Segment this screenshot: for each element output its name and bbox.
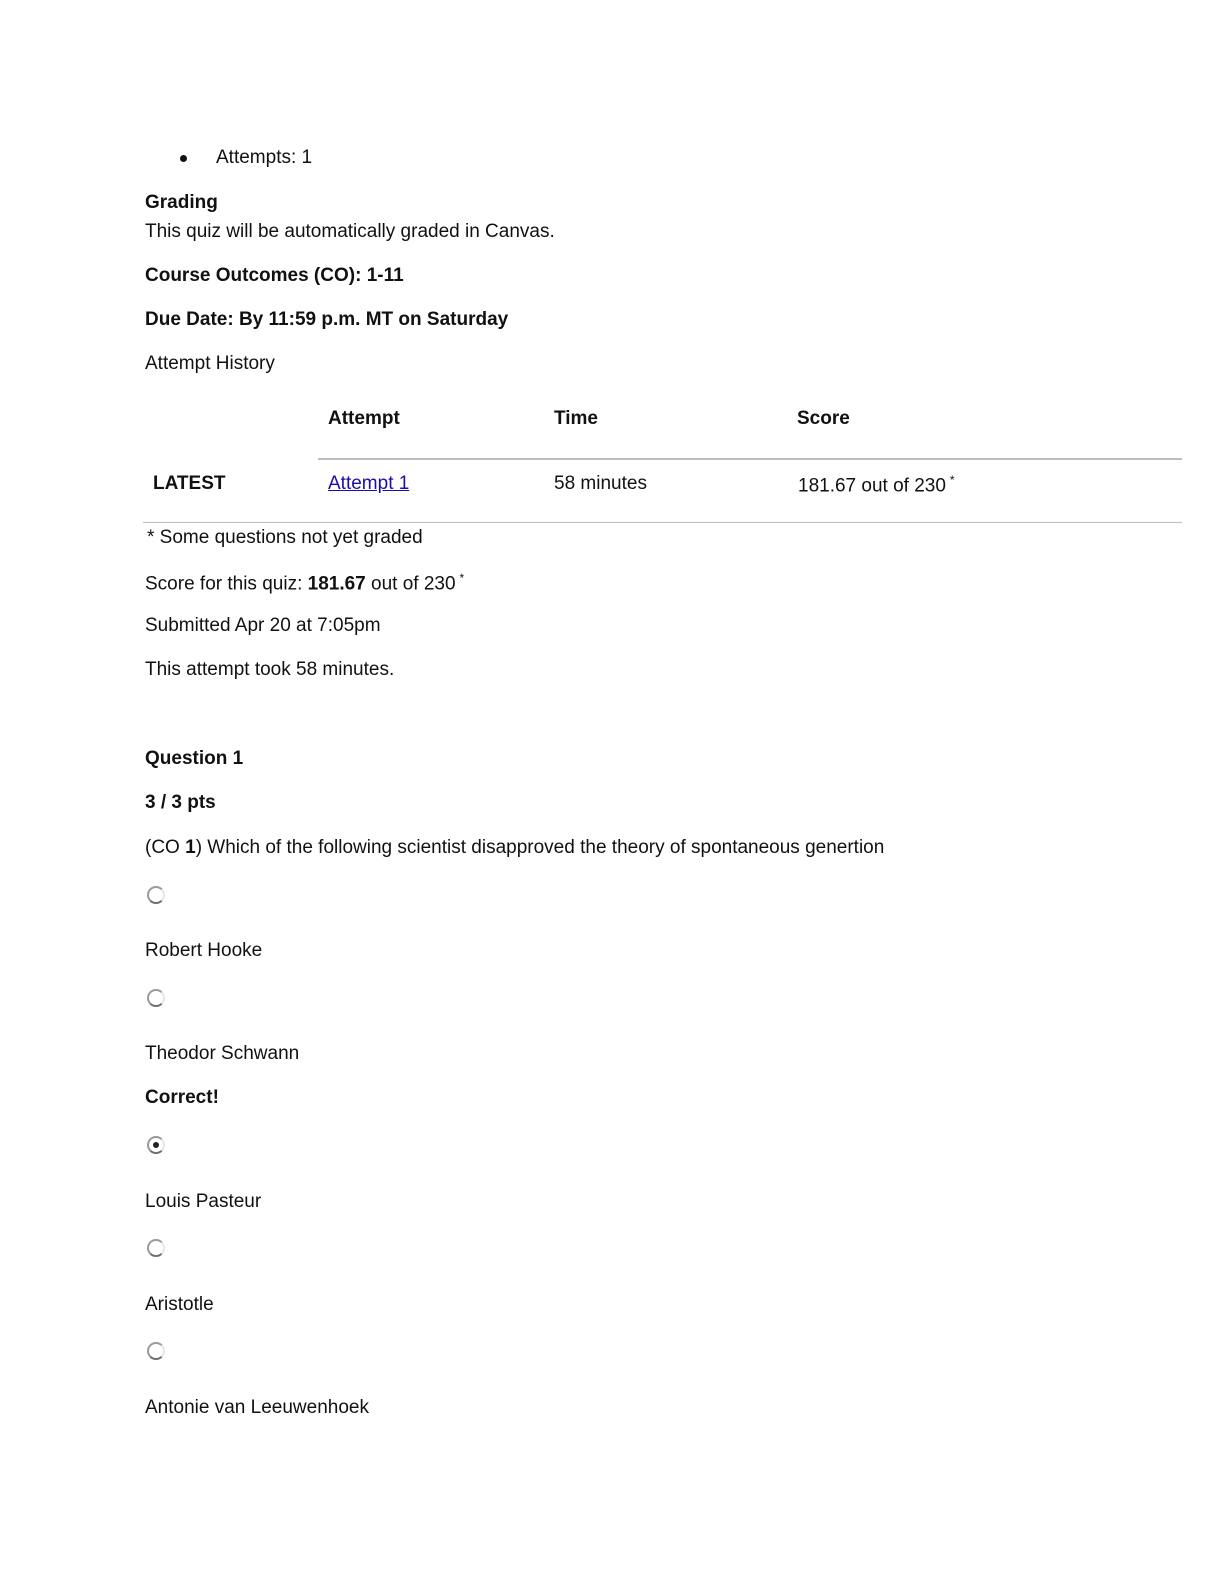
latest-label: LATEST [153,473,226,494]
question-text [145,837,884,859]
option-radio-aristotle[interactable] [147,1239,165,1257]
attempt-1-link[interactable]: Attempt 1 [328,473,410,494]
attempt-score-asterisk: * [949,473,955,487]
quiz-score-asterisk: * [459,571,465,585]
correct-label: Correct! [145,1087,219,1108]
option-radio-theodor-schwann[interactable] [147,989,165,1007]
option-radio-antonie-van-leeuwenhoek[interactable] [147,1342,165,1360]
column-header-score: Score [797,408,850,429]
option-radio-robert-hooke[interactable] [147,886,165,904]
submitted-time: Submitted Apr 20 at 7:05pm [145,615,381,636]
option-label-robert-hooke: Robert Hooke [145,940,263,961]
attempt-history-title: Attempt History [145,353,275,374]
grading-text: This quiz will be automatically graded in Canvas. [145,221,555,242]
quiz-score [145,571,464,595]
quiz-score-suffix: out of 230 [365,573,456,595]
question-text-number: 1 [185,837,196,858]
table-bottom-divider [143,522,1182,523]
attempt-duration: This attempt took 58 minutes. [145,659,395,680]
table-header-divider [318,458,1182,460]
option-label-aristotle: Aristotle [145,1294,214,1315]
question-title: Question 1 [145,748,244,769]
option-radio-louis-pasteur[interactable] [147,1136,165,1154]
attempt-score [798,473,955,497]
due-date: Due Date: By 11:59 p.m. MT on Saturday [145,309,509,330]
option-label-theodor-schwann: Theodor Schwann [145,1043,300,1064]
quiz-score-value: 181.67 [307,573,366,595]
question-text-prefix: (CO [145,837,186,858]
course-outcomes: Course Outcomes (CO): 1-11 [145,265,404,286]
question-text-body: ) Which of the following scientist disapproved the theory of spontaneous genertion [195,837,885,858]
attempt-score-value: 181.67 out of 230 [798,475,946,497]
bullet-icon [180,155,187,162]
attempt-time: 58 minutes [554,473,647,494]
question-points: 3 / 3 pts [145,792,216,813]
attempts-count: Attempts: 1 [216,147,313,168]
grading-title: Grading [145,192,218,213]
quiz-score-prefix: Score for this quiz: [145,573,308,595]
ungraded-footnote: * Some questions not yet graded [147,527,423,548]
column-header-attempt: Attempt [328,408,400,429]
option-label-antonie-van-leeuwenhoek: Antonie van Leeuwenhoek [145,1397,369,1418]
column-header-time: Time [554,408,599,429]
option-label-louis-pasteur: Louis Pasteur [145,1191,262,1212]
